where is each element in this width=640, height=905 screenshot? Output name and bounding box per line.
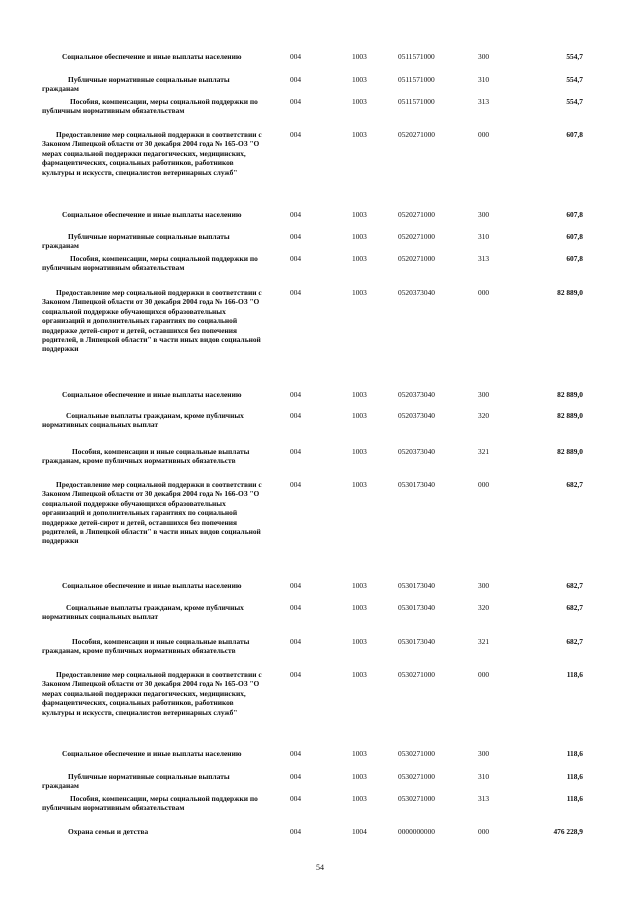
row-name: Предоставление мер социальной поддержки в соответствии с Законом Липецкой области от 30 декабря 2004 года № 165-ОЗ "О мерах социальной поддержки педагогических, медицинских, фармацевтических, социальных работников, работников культуры и искусств, специалистов ветеринарных служб" bbox=[42, 670, 262, 717]
row-name: Социальное обеспечение и иные выплаты населению bbox=[62, 210, 242, 219]
row-ved: 004 bbox=[290, 75, 302, 84]
row-vr: 000 bbox=[478, 288, 490, 297]
row-sum: 82 889,0 bbox=[557, 288, 583, 297]
row-ved: 004 bbox=[290, 210, 302, 219]
row-vr: 313 bbox=[478, 97, 490, 106]
row-ved: 004 bbox=[290, 772, 302, 781]
row-vr: 000 bbox=[478, 827, 490, 836]
row-name: Пособия, компенсации и иные социальные выплаты гражданам, кроме публичных нормативных обязательств bbox=[42, 637, 250, 656]
row-name: Публичные нормативные социальные выплаты гражданам bbox=[42, 75, 230, 94]
row-razdel: 1003 bbox=[352, 97, 367, 106]
row-vr: 300 bbox=[478, 52, 490, 61]
row-vr: 321 bbox=[478, 637, 490, 646]
row-name: Социальное обеспечение и иные выплаты населению bbox=[62, 749, 242, 758]
row-sum: 476 228,9 bbox=[553, 827, 583, 836]
row-vr: 313 bbox=[478, 254, 490, 263]
row-vr: 310 bbox=[478, 75, 490, 84]
row-sum: 118,6 bbox=[566, 772, 583, 781]
row-razdel: 1003 bbox=[352, 749, 367, 758]
row-razdel: 1003 bbox=[352, 411, 367, 420]
row-ved: 004 bbox=[290, 447, 302, 456]
row-name: Социальное обеспечение и иные выплаты населению bbox=[62, 390, 242, 399]
row-ved: 004 bbox=[290, 97, 302, 106]
row-sum: 607,8 bbox=[566, 210, 583, 219]
row-ved: 004 bbox=[290, 581, 302, 590]
row-name: Социальные выплаты гражданам, кроме публичных нормативных социальных выплат bbox=[42, 411, 244, 430]
row-vr: 300 bbox=[478, 749, 490, 758]
row-name: Социальные выплаты гражданам, кроме публичных нормативных социальных выплат bbox=[42, 603, 244, 622]
row-razdel: 1003 bbox=[352, 637, 367, 646]
row-cs: 0530271000 bbox=[398, 670, 435, 679]
row-ved: 004 bbox=[290, 390, 302, 399]
row-sum: 682,7 bbox=[566, 603, 583, 612]
row-ved: 004 bbox=[290, 794, 302, 803]
row-sum: 82 889,0 bbox=[557, 447, 583, 456]
row-sum: 554,7 bbox=[566, 75, 583, 84]
row-vr: 300 bbox=[478, 390, 490, 399]
row-razdel: 1003 bbox=[352, 794, 367, 803]
row-ved: 004 bbox=[290, 827, 302, 836]
row-sum: 82 889,0 bbox=[557, 390, 583, 399]
row-name: Пособия, компенсации, меры социальной поддержки по публичным нормативным обязательствам bbox=[42, 254, 258, 273]
row-cs: 0530173040 bbox=[398, 603, 435, 612]
row-razdel: 1003 bbox=[352, 288, 367, 297]
row-name: Социальное обеспечение и иные выплаты населению bbox=[62, 581, 242, 590]
row-cs: 0520271000 bbox=[398, 254, 435, 263]
row-cs: 0000000000 bbox=[398, 827, 435, 836]
row-name: Публичные нормативные социальные выплаты гражданам bbox=[42, 772, 230, 791]
row-ved: 004 bbox=[290, 749, 302, 758]
row-ved: 004 bbox=[290, 232, 302, 241]
row-cs: 0520373040 bbox=[398, 390, 435, 399]
row-sum: 82 889,0 bbox=[557, 411, 583, 420]
row-razdel: 1003 bbox=[352, 52, 367, 61]
row-sum: 607,8 bbox=[566, 130, 583, 139]
row-razdel: 1003 bbox=[352, 210, 367, 219]
row-sum: 607,8 bbox=[566, 254, 583, 263]
row-cs: 0530271000 bbox=[398, 749, 435, 758]
row-razdel: 1003 bbox=[352, 447, 367, 456]
row-cs: 0520373040 bbox=[398, 288, 435, 297]
row-razdel: 1003 bbox=[352, 130, 367, 139]
row-razdel: 1004 bbox=[352, 827, 367, 836]
row-sum: 682,7 bbox=[566, 637, 583, 646]
row-razdel: 1003 bbox=[352, 603, 367, 612]
row-cs: 0520373040 bbox=[398, 447, 435, 456]
row-vr: 000 bbox=[478, 130, 490, 139]
row-razdel: 1003 bbox=[352, 772, 367, 781]
row-vr: 000 bbox=[478, 480, 490, 489]
row-cs: 0520271000 bbox=[398, 210, 435, 219]
row-ved: 004 bbox=[290, 603, 302, 612]
row-cs: 0530173040 bbox=[398, 637, 435, 646]
row-vr: 300 bbox=[478, 581, 490, 590]
row-cs: 0520271000 bbox=[398, 232, 435, 241]
row-vr: 310 bbox=[478, 232, 490, 241]
row-sum: 118,6 bbox=[566, 749, 583, 758]
row-vr: 313 bbox=[478, 794, 490, 803]
row-razdel: 1003 bbox=[352, 232, 367, 241]
row-ved: 004 bbox=[290, 637, 302, 646]
row-name: Предоставление мер социальной поддержки в соответствии с Законом Липецкой области от 30 декабря 2004 года № 165-ОЗ "О мерах социальной поддержки педагогических, медицинских, фармацевтических, социальных работников, работников культуры и искусств, специалистов ветеринарных служб" bbox=[42, 130, 262, 177]
row-cs: 0511571000 bbox=[398, 97, 435, 106]
row-vr: 300 bbox=[478, 210, 490, 219]
row-razdel: 1003 bbox=[352, 480, 367, 489]
row-name: Охрана семьи и детства bbox=[68, 827, 149, 836]
row-name: Пособия, компенсации и иные социальные выплаты гражданам, кроме публичных нормативных обязательств bbox=[42, 447, 250, 466]
row-vr: 320 bbox=[478, 603, 490, 612]
row-name: Предоставление мер социальной поддержки в соответствии с Законом Липецкой области от 30 декабря 2004 года № 166-ОЗ "О социальной поддержке обучающихся образовательных организаций и дополнительных гарантиях по социальной поддержке детей-сирот и детей, оставшихся без попечения родителей, в Липецкой области" в части иных видов социальной поддержки bbox=[42, 288, 262, 354]
row-razdel: 1003 bbox=[352, 254, 367, 263]
row-razdel: 1003 bbox=[352, 581, 367, 590]
row-name: Пособия, компенсации, меры социальной поддержки по публичным нормативным обязательствам bbox=[42, 97, 258, 116]
row-razdel: 1003 bbox=[352, 390, 367, 399]
row-name: Социальное обеспечение и иные выплаты населению bbox=[62, 52, 242, 61]
row-razdel: 1003 bbox=[352, 670, 367, 679]
row-name: Пособия, компенсации, меры социальной поддержки по публичным нормативным обязательствам bbox=[42, 794, 258, 813]
page-number: 54 bbox=[316, 863, 324, 872]
row-ved: 004 bbox=[290, 254, 302, 263]
row-name: Предоставление мер социальной поддержки в соответствии с Законом Липецкой области от 30 декабря 2004 года № 166-ОЗ "О социальной поддержке обучающихся образовательных организаций и дополнительных гарантиях по социальной поддержке детей-сирот и детей, оставшихся без попечения родителей, в Липецкой области" в части иных видов социальной поддержки bbox=[42, 480, 262, 546]
row-sum: 554,7 bbox=[566, 52, 583, 61]
row-cs: 0530173040 bbox=[398, 581, 435, 590]
row-sum: 682,7 bbox=[566, 581, 583, 590]
row-ved: 004 bbox=[290, 52, 302, 61]
row-vr: 310 bbox=[478, 772, 490, 781]
row-cs: 0511571000 bbox=[398, 52, 435, 61]
row-vr: 321 bbox=[478, 447, 490, 456]
row-cs: 0520373040 bbox=[398, 411, 435, 420]
row-razdel: 1003 bbox=[352, 75, 367, 84]
row-sum: 682,7 bbox=[566, 480, 583, 489]
row-ved: 004 bbox=[290, 411, 302, 420]
row-vr: 000 bbox=[478, 670, 490, 679]
row-name: Публичные нормативные социальные выплаты гражданам bbox=[42, 232, 230, 251]
row-sum: 118,6 bbox=[566, 670, 583, 679]
row-cs: 0530271000 bbox=[398, 772, 435, 781]
row-cs: 0530173040 bbox=[398, 480, 435, 489]
row-sum: 554,7 bbox=[566, 97, 583, 106]
row-vr: 320 bbox=[478, 411, 490, 420]
row-cs: 0511571000 bbox=[398, 75, 435, 84]
row-cs: 0530271000 bbox=[398, 794, 435, 803]
row-sum: 118,6 bbox=[566, 794, 583, 803]
row-ved: 004 bbox=[290, 130, 302, 139]
row-ved: 004 bbox=[290, 480, 302, 489]
row-cs: 0520271000 bbox=[398, 130, 435, 139]
row-sum: 607,8 bbox=[566, 232, 583, 241]
row-ved: 004 bbox=[290, 288, 302, 297]
row-ved: 004 bbox=[290, 670, 302, 679]
